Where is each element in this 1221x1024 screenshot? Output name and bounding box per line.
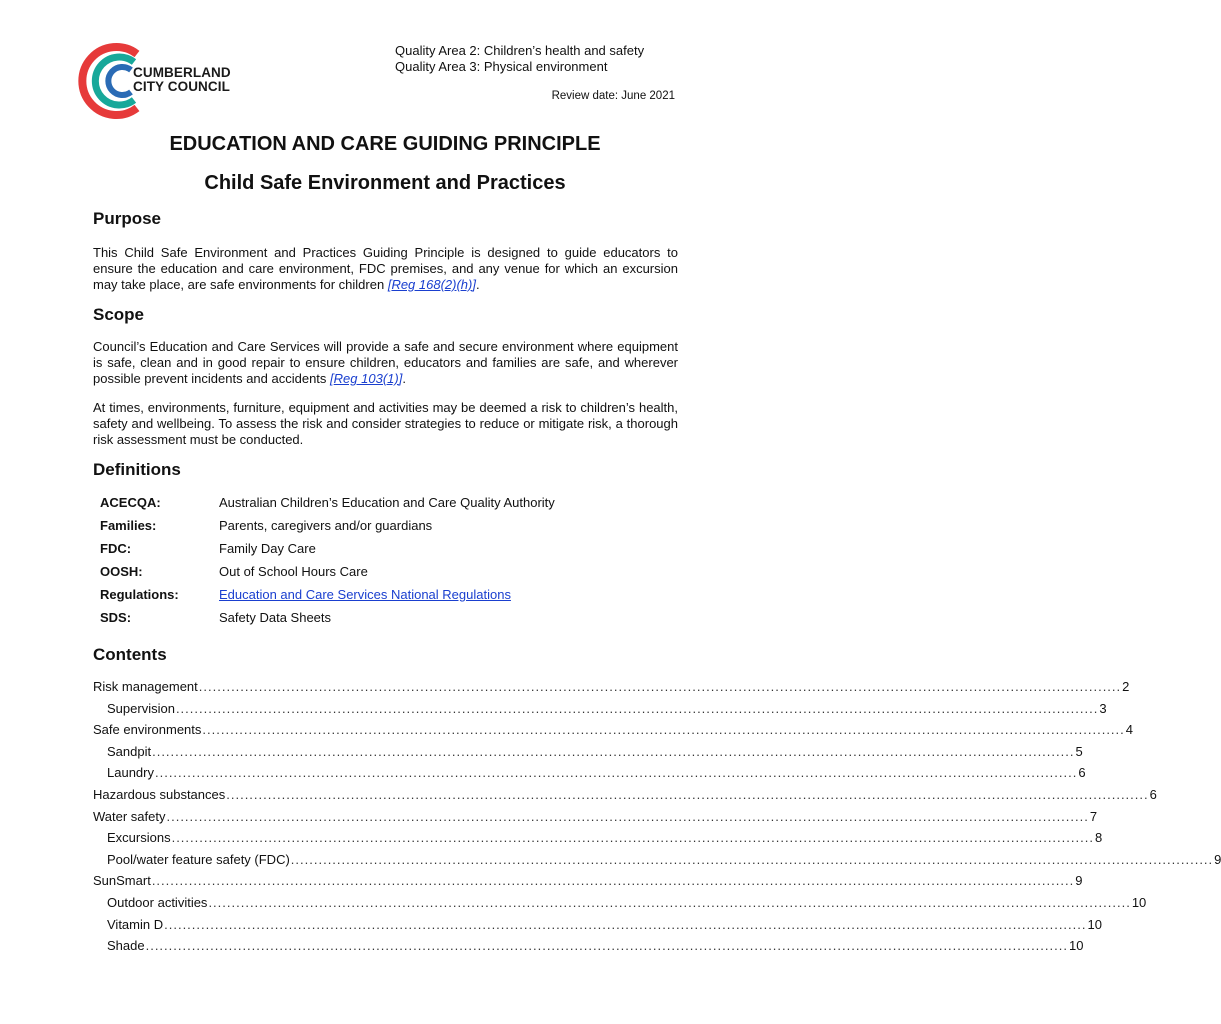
toc-leader-dots: ........................................................................................................................................................................................................ xyxy=(226,787,1149,802)
definition-description: Australian Children’s Education and Care Quality Authority xyxy=(219,495,555,510)
toc-entry-label: Risk management xyxy=(93,679,198,694)
toc-entry[interactable] xyxy=(93,722,1134,740)
scope-heading: Scope xyxy=(93,305,145,324)
toc-leader-dots: ........................................................................................................................................................................................................ xyxy=(151,873,1075,889)
toc-page-number: 4 xyxy=(1125,722,1134,738)
toc-page-number: 8 xyxy=(1094,830,1103,846)
reg-bracket: ] xyxy=(472,277,476,292)
toc-entry-label: Safe environments xyxy=(93,722,202,738)
toc-page-number: 9 xyxy=(1075,873,1083,889)
toc-entry-label: Water safety xyxy=(93,808,166,824)
purpose-text: This Child Safe Environment and Practices Guiding Principle is designed to guide educators to ensure the education and care environment, FDC premises, and any venue for which an excursion may take place, are safe environments for children xyxy=(93,245,678,292)
toc-entry-label: SunSmart xyxy=(93,873,151,889)
toc-page-number: 3 xyxy=(1099,700,1107,716)
toc-leader-dots: ........................................................................................................................................................................................................ xyxy=(166,808,1089,824)
toc-entry[interactable] xyxy=(107,743,1083,762)
document-subtitle: Child Safe Environment and Practices xyxy=(204,172,566,194)
toc-entry-label: Hazardous substances xyxy=(93,787,226,802)
quality-area-line: Quality Area 2: Children’s health and safety xyxy=(395,43,645,58)
definition-description: Parents, caregivers and/or guardians xyxy=(219,518,433,533)
toc-entry[interactable] xyxy=(107,765,1086,783)
toc-entry[interactable] xyxy=(93,679,1130,697)
toc-entry-label: Laundry xyxy=(107,765,154,781)
definition-term: OOSH: xyxy=(100,564,143,579)
toc-entry-label: Vitamin D xyxy=(107,916,164,932)
scope-text: Council’s Education and Care Services will provide a safe and secure environment where equipment is safe, clean and in good repair to ensure children, educators and families are safe, and wherever possible prevent incidents and accidents xyxy=(93,339,678,386)
toc-page-number: 5 xyxy=(1075,743,1083,759)
toc-entry[interactable] xyxy=(93,787,1157,805)
toc-leader-dots: ........................................................................................................................................................................................................ xyxy=(290,851,1214,867)
toc-page-number: 7 xyxy=(1089,808,1098,824)
toc-leader-dots: ........................................................................................................................................................................................................ xyxy=(208,895,1131,910)
definitions-heading: Definitions xyxy=(93,460,181,479)
toc-leader-dots: ........................................................................................................................................................................................................ xyxy=(171,830,1094,846)
toc-entry[interactable] xyxy=(93,873,1083,891)
toc-leader-dots: ........................................................................................................................................................................................................ xyxy=(154,765,1078,781)
scope-paragraph-2: At times, environments, furniture, equipment and activities may be deemed a risk to children’s health, safety and wellbeing. To assess the risk and consider strategies to reduce or mitigate risk, a thorough risk assessment must be conducted. xyxy=(93,400,678,447)
toc-entry[interactable] xyxy=(107,938,1084,956)
toc-leader-dots: ........................................................................................................................................................................................................ xyxy=(152,743,1075,759)
definition-term: FDC: xyxy=(100,541,132,556)
reg-bracket: ] xyxy=(398,371,403,386)
toc-entry-label: Sandpit xyxy=(107,743,152,759)
toc-page-number: 10 xyxy=(1068,938,1084,954)
purpose-paragraph xyxy=(93,245,678,293)
toc-page-number: 10 xyxy=(1131,895,1147,910)
toc-entry-label: Shade xyxy=(107,938,145,954)
toc-page-number: 9 xyxy=(1214,851,1221,867)
toc-leader-dots: ........................................................................................................................................................................................................ xyxy=(198,679,1122,694)
toc-page-number: 6 xyxy=(1078,765,1086,781)
toc-entry-label: Supervision xyxy=(107,700,175,716)
purpose-heading: Purpose xyxy=(93,209,162,228)
definition-term: Families: xyxy=(100,518,157,533)
toc-page-number: 10 xyxy=(1087,916,1102,932)
quality-area-line: Quality Area 3: Physical environment xyxy=(395,59,608,74)
definition-description: Safety Data Sheets xyxy=(219,610,332,625)
council-name-line2: CITY COUNCIL xyxy=(133,79,230,94)
council-name-line1: CUMBERLAND xyxy=(133,65,231,80)
toc-entry-label: Excursions xyxy=(107,830,171,846)
scope-paragraph-1 xyxy=(93,339,678,387)
toc-leader-dots: ........................................................................................................................................................................................................ xyxy=(175,700,1099,716)
toc-page-number: 6 xyxy=(1149,787,1157,802)
toc-entry[interactable] xyxy=(93,808,1098,827)
toc-leader-dots: ........................................................................................................................................................................................................ xyxy=(164,916,1087,932)
toc-entry-label: Outdoor activities xyxy=(107,895,208,910)
reg-bracket: [ xyxy=(387,277,392,292)
reg-bracket: [ xyxy=(330,371,334,386)
reg-103-link[interactable]: Reg 103(1) xyxy=(333,371,399,386)
document-title: EDUCATION AND CARE GUIDING PRINCIPLE xyxy=(169,133,601,155)
definition-term: SDS: xyxy=(100,610,132,625)
toc-page-number: 2 xyxy=(1122,679,1130,694)
council-name xyxy=(133,66,231,94)
reg-168-link[interactable]: Reg 168(2)(h) xyxy=(391,277,473,292)
regulations-link[interactable]: Education and Care Services National Regulations xyxy=(219,587,511,602)
toc-entry[interactable] xyxy=(107,851,1221,870)
council-logo xyxy=(93,40,273,120)
purpose-end: . xyxy=(476,277,480,292)
quality-areas xyxy=(395,43,644,75)
toc-leader-dots: ........................................................................................................................................................................................................ xyxy=(145,938,1068,954)
definition-description: Out of School Hours Care xyxy=(219,564,368,579)
scope-end: . xyxy=(402,371,406,386)
toc-leader-dots: ........................................................................................................................................................................................................ xyxy=(202,722,1125,738)
toc-entry-label: Pool/water feature safety (FDC) xyxy=(107,851,290,867)
toc-entry[interactable] xyxy=(107,916,1102,935)
contents-heading: Contents xyxy=(93,645,167,664)
definition-description: Family Day Care xyxy=(219,541,316,556)
definition-term: ACECQA: xyxy=(100,495,161,510)
toc-entry[interactable] xyxy=(107,700,1107,719)
review-date: Review date: June 2021 xyxy=(551,90,675,102)
definition-term: Regulations: xyxy=(100,587,179,602)
toc-entry[interactable] xyxy=(107,895,1147,913)
toc-entry[interactable] xyxy=(107,830,1103,848)
